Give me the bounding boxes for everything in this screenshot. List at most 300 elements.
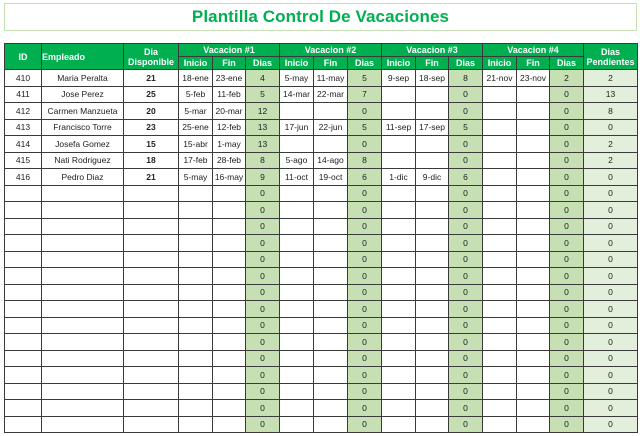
cell-dias-pendientes[interactable]: 0 bbox=[584, 317, 638, 334]
cell-dias-1[interactable]: 0 bbox=[246, 268, 280, 285]
cell-dias-2[interactable]: 7 bbox=[348, 86, 382, 103]
cell-dias-2[interactable]: 0 bbox=[348, 350, 382, 367]
cell-dias-1[interactable]: 12 bbox=[246, 103, 280, 120]
cell-inicio-2[interactable] bbox=[280, 334, 314, 351]
cell-inicio-3[interactable] bbox=[382, 268, 416, 285]
cell-inicio-4[interactable] bbox=[483, 251, 517, 268]
cell-empleado[interactable] bbox=[42, 235, 124, 252]
cell-inicio-2[interactable] bbox=[280, 400, 314, 417]
cell-fin-1[interactable] bbox=[213, 383, 246, 400]
cell-dias-pendientes[interactable]: 0 bbox=[584, 235, 638, 252]
cell-dia-disponible[interactable] bbox=[124, 334, 179, 351]
cell-inicio-4[interactable]: 21-nov bbox=[483, 70, 517, 87]
cell-inicio-4[interactable] bbox=[483, 334, 517, 351]
cell-dias-1[interactable]: 9 bbox=[246, 169, 280, 186]
cell-inicio-3[interactable] bbox=[382, 185, 416, 202]
cell-dia-disponible[interactable] bbox=[124, 400, 179, 417]
cell-dias-2[interactable]: 0 bbox=[348, 317, 382, 334]
cell-fin-2[interactable] bbox=[314, 400, 348, 417]
cell-dias-2[interactable]: 0 bbox=[348, 251, 382, 268]
cell-fin-4[interactable] bbox=[517, 103, 550, 120]
cell-inicio-2[interactable] bbox=[280, 301, 314, 318]
cell-dias-1[interactable]: 0 bbox=[246, 350, 280, 367]
cell-fin-3[interactable] bbox=[416, 235, 449, 252]
cell-dias-2[interactable]: 0 bbox=[348, 268, 382, 285]
cell-fin-4[interactable]: 23-nov bbox=[517, 70, 550, 87]
cell-fin-2[interactable]: 11-may bbox=[314, 70, 348, 87]
cell-inicio-2[interactable] bbox=[280, 235, 314, 252]
cell-dias-4[interactable]: 0 bbox=[550, 185, 584, 202]
cell-fin-4[interactable] bbox=[517, 268, 550, 285]
cell-inicio-4[interactable] bbox=[483, 185, 517, 202]
cell-fin-4[interactable] bbox=[517, 218, 550, 235]
cell-fin-2[interactable] bbox=[314, 301, 348, 318]
cell-dias-1[interactable]: 5 bbox=[246, 86, 280, 103]
cell-inicio-3[interactable] bbox=[382, 383, 416, 400]
cell-inicio-4[interactable] bbox=[483, 416, 517, 433]
cell-inicio-4[interactable] bbox=[483, 218, 517, 235]
cell-dia-disponible[interactable] bbox=[124, 350, 179, 367]
cell-id[interactable] bbox=[5, 350, 42, 367]
cell-dias-4[interactable]: 0 bbox=[550, 350, 584, 367]
cell-dias-3[interactable]: 0 bbox=[449, 383, 483, 400]
cell-dias-3[interactable]: 6 bbox=[449, 169, 483, 186]
cell-dias-4[interactable]: 0 bbox=[550, 383, 584, 400]
cell-inicio-4[interactable] bbox=[483, 284, 517, 301]
cell-inicio-1[interactable]: 5-may bbox=[179, 169, 213, 186]
cell-dia-disponible[interactable] bbox=[124, 235, 179, 252]
cell-inicio-1[interactable] bbox=[179, 218, 213, 235]
cell-empleado[interactable] bbox=[42, 268, 124, 285]
cell-dias-1[interactable]: 0 bbox=[246, 416, 280, 433]
cell-dias-1[interactable]: 0 bbox=[246, 400, 280, 417]
cell-id[interactable] bbox=[5, 251, 42, 268]
cell-empleado[interactable]: Josefa Gomez bbox=[42, 136, 124, 153]
cell-fin-2[interactable] bbox=[314, 185, 348, 202]
cell-id[interactable]: 413 bbox=[5, 119, 42, 136]
cell-dias-2[interactable]: 0 bbox=[348, 416, 382, 433]
cell-fin-3[interactable] bbox=[416, 301, 449, 318]
cell-dias-1[interactable]: 0 bbox=[246, 367, 280, 384]
cell-fin-1[interactable] bbox=[213, 284, 246, 301]
cell-dias-2[interactable]: 0 bbox=[348, 284, 382, 301]
cell-dias-2[interactable]: 0 bbox=[348, 218, 382, 235]
cell-dias-3[interactable]: 0 bbox=[449, 284, 483, 301]
cell-inicio-1[interactable] bbox=[179, 416, 213, 433]
cell-empleado[interactable]: Jose Perez bbox=[42, 86, 124, 103]
cell-fin-4[interactable] bbox=[517, 317, 550, 334]
cell-fin-1[interactable]: 12-feb bbox=[213, 119, 246, 136]
cell-fin-3[interactable] bbox=[416, 350, 449, 367]
cell-dias-1[interactable]: 0 bbox=[246, 202, 280, 219]
cell-dias-4[interactable]: 0 bbox=[550, 367, 584, 384]
cell-inicio-2[interactable] bbox=[280, 416, 314, 433]
cell-dias-pendientes[interactable]: 0 bbox=[584, 367, 638, 384]
cell-empleado[interactable] bbox=[42, 301, 124, 318]
cell-inicio-1[interactable]: 5-feb bbox=[179, 86, 213, 103]
cell-inicio-3[interactable] bbox=[382, 334, 416, 351]
cell-inicio-4[interactable] bbox=[483, 103, 517, 120]
cell-dias-4[interactable]: 0 bbox=[550, 169, 584, 186]
cell-inicio-4[interactable] bbox=[483, 169, 517, 186]
cell-dias-2[interactable]: 0 bbox=[348, 136, 382, 153]
cell-dia-disponible[interactable] bbox=[124, 317, 179, 334]
cell-empleado[interactable]: Carmen Manzueta bbox=[42, 103, 124, 120]
cell-inicio-1[interactable] bbox=[179, 350, 213, 367]
cell-dias-4[interactable]: 0 bbox=[550, 400, 584, 417]
cell-dias-pendientes[interactable]: 0 bbox=[584, 251, 638, 268]
cell-fin-2[interactable] bbox=[314, 317, 348, 334]
cell-dia-disponible[interactable] bbox=[124, 383, 179, 400]
cell-dias-pendientes[interactable]: 0 bbox=[584, 218, 638, 235]
cell-inicio-1[interactable] bbox=[179, 284, 213, 301]
cell-id[interactable] bbox=[5, 301, 42, 318]
cell-inicio-4[interactable] bbox=[483, 86, 517, 103]
cell-dias-2[interactable]: 0 bbox=[348, 185, 382, 202]
cell-inicio-3[interactable] bbox=[382, 136, 416, 153]
cell-inicio-1[interactable]: 18-ene bbox=[179, 70, 213, 87]
cell-dias-2[interactable]: 0 bbox=[348, 383, 382, 400]
cell-fin-4[interactable] bbox=[517, 251, 550, 268]
cell-dias-1[interactable]: 8 bbox=[246, 152, 280, 169]
cell-dias-pendientes[interactable]: 8 bbox=[584, 103, 638, 120]
cell-dias-2[interactable]: 0 bbox=[348, 235, 382, 252]
cell-inicio-4[interactable] bbox=[483, 301, 517, 318]
cell-dias-2[interactable]: 0 bbox=[348, 334, 382, 351]
cell-fin-1[interactable]: 1-may bbox=[213, 136, 246, 153]
cell-inicio-3[interactable] bbox=[382, 103, 416, 120]
cell-inicio-1[interactable] bbox=[179, 202, 213, 219]
cell-fin-3[interactable] bbox=[416, 86, 449, 103]
cell-fin-4[interactable] bbox=[517, 152, 550, 169]
cell-inicio-2[interactable] bbox=[280, 284, 314, 301]
cell-id[interactable] bbox=[5, 268, 42, 285]
cell-dias-3[interactable]: 0 bbox=[449, 136, 483, 153]
cell-empleado[interactable] bbox=[42, 317, 124, 334]
cell-dia-disponible[interactable]: 23 bbox=[124, 119, 179, 136]
cell-fin-1[interactable] bbox=[213, 400, 246, 417]
cell-dias-3[interactable]: 0 bbox=[449, 350, 483, 367]
cell-inicio-4[interactable] bbox=[483, 400, 517, 417]
cell-id[interactable]: 410 bbox=[5, 70, 42, 87]
cell-inicio-3[interactable] bbox=[382, 400, 416, 417]
cell-inicio-4[interactable] bbox=[483, 383, 517, 400]
cell-fin-4[interactable] bbox=[517, 400, 550, 417]
cell-fin-2[interactable] bbox=[314, 334, 348, 351]
cell-dias-1[interactable]: 0 bbox=[246, 334, 280, 351]
cell-id[interactable] bbox=[5, 284, 42, 301]
cell-inicio-1[interactable] bbox=[179, 367, 213, 384]
cell-dias-1[interactable]: 13 bbox=[246, 119, 280, 136]
cell-fin-3[interactable] bbox=[416, 268, 449, 285]
cell-dias-2[interactable]: 8 bbox=[348, 152, 382, 169]
cell-fin-4[interactable] bbox=[517, 169, 550, 186]
cell-fin-4[interactable] bbox=[517, 334, 550, 351]
cell-fin-3[interactable] bbox=[416, 367, 449, 384]
cell-id[interactable]: 415 bbox=[5, 152, 42, 169]
cell-dias-3[interactable]: 0 bbox=[449, 301, 483, 318]
cell-fin-3[interactable] bbox=[416, 416, 449, 433]
cell-inicio-3[interactable]: 11-sep bbox=[382, 119, 416, 136]
cell-dias-3[interactable]: 0 bbox=[449, 268, 483, 285]
cell-dias-4[interactable]: 0 bbox=[550, 268, 584, 285]
cell-inicio-3[interactable] bbox=[382, 284, 416, 301]
cell-dias-pendientes[interactable]: 2 bbox=[584, 70, 638, 87]
cell-inicio-4[interactable] bbox=[483, 152, 517, 169]
cell-empleado[interactable] bbox=[42, 334, 124, 351]
cell-empleado[interactable] bbox=[42, 284, 124, 301]
cell-dias-4[interactable]: 0 bbox=[550, 416, 584, 433]
cell-inicio-4[interactable] bbox=[483, 202, 517, 219]
cell-dias-4[interactable]: 0 bbox=[550, 334, 584, 351]
cell-dias-1[interactable]: 0 bbox=[246, 284, 280, 301]
cell-fin-3[interactable] bbox=[416, 152, 449, 169]
cell-dia-disponible[interactable] bbox=[124, 268, 179, 285]
cell-inicio-4[interactable] bbox=[483, 350, 517, 367]
cell-dias-3[interactable]: 0 bbox=[449, 317, 483, 334]
cell-id[interactable] bbox=[5, 383, 42, 400]
cell-dias-3[interactable]: 0 bbox=[449, 400, 483, 417]
cell-empleado[interactable] bbox=[42, 185, 124, 202]
cell-dias-3[interactable]: 5 bbox=[449, 119, 483, 136]
cell-inicio-2[interactable]: 14-mar bbox=[280, 86, 314, 103]
cell-fin-2[interactable] bbox=[314, 268, 348, 285]
cell-fin-2[interactable] bbox=[314, 202, 348, 219]
cell-dias-2[interactable]: 0 bbox=[348, 103, 382, 120]
cell-empleado[interactable] bbox=[42, 383, 124, 400]
cell-inicio-1[interactable] bbox=[179, 251, 213, 268]
cell-fin-1[interactable] bbox=[213, 350, 246, 367]
cell-empleado[interactable]: Francisco Torre bbox=[42, 119, 124, 136]
cell-fin-1[interactable]: 28-feb bbox=[213, 152, 246, 169]
cell-id[interactable]: 411 bbox=[5, 86, 42, 103]
cell-dias-pendientes[interactable]: 13 bbox=[584, 86, 638, 103]
cell-dias-4[interactable]: 0 bbox=[550, 202, 584, 219]
cell-fin-3[interactable] bbox=[416, 317, 449, 334]
cell-dias-3[interactable]: 0 bbox=[449, 152, 483, 169]
cell-empleado[interactable] bbox=[42, 202, 124, 219]
cell-fin-4[interactable] bbox=[517, 350, 550, 367]
cell-inicio-1[interactable] bbox=[179, 334, 213, 351]
cell-inicio-1[interactable] bbox=[179, 185, 213, 202]
cell-fin-1[interactable] bbox=[213, 218, 246, 235]
cell-dias-pendientes[interactable]: 2 bbox=[584, 152, 638, 169]
cell-fin-1[interactable] bbox=[213, 185, 246, 202]
cell-inicio-1[interactable]: 25-ene bbox=[179, 119, 213, 136]
cell-inicio-2[interactable] bbox=[280, 268, 314, 285]
cell-id[interactable] bbox=[5, 235, 42, 252]
cell-inicio-3[interactable] bbox=[382, 367, 416, 384]
cell-id[interactable] bbox=[5, 202, 42, 219]
cell-inicio-2[interactable]: 11-oct bbox=[280, 169, 314, 186]
cell-dias-pendientes[interactable]: 0 bbox=[584, 416, 638, 433]
cell-inicio-2[interactable] bbox=[280, 103, 314, 120]
cell-dias-4[interactable]: 0 bbox=[550, 284, 584, 301]
cell-fin-4[interactable] bbox=[517, 86, 550, 103]
cell-dias-pendientes[interactable]: 0 bbox=[584, 202, 638, 219]
cell-dia-disponible[interactable] bbox=[124, 202, 179, 219]
cell-fin-3[interactable] bbox=[416, 284, 449, 301]
cell-empleado[interactable]: Nati Rodriguez bbox=[42, 152, 124, 169]
cell-inicio-1[interactable] bbox=[179, 268, 213, 285]
cell-dias-pendientes[interactable]: 0 bbox=[584, 119, 638, 136]
cell-fin-1[interactable] bbox=[213, 251, 246, 268]
cell-dias-4[interactable]: 0 bbox=[550, 218, 584, 235]
cell-fin-2[interactable] bbox=[314, 383, 348, 400]
cell-empleado[interactable]: Pedro Diaz bbox=[42, 169, 124, 186]
cell-inicio-2[interactable] bbox=[280, 185, 314, 202]
cell-dias-3[interactable]: 8 bbox=[449, 70, 483, 87]
cell-id[interactable]: 412 bbox=[5, 103, 42, 120]
cell-dia-disponible[interactable]: 15 bbox=[124, 136, 179, 153]
cell-inicio-4[interactable] bbox=[483, 367, 517, 384]
cell-dias-2[interactable]: 0 bbox=[348, 367, 382, 384]
cell-fin-2[interactable] bbox=[314, 136, 348, 153]
cell-fin-4[interactable] bbox=[517, 416, 550, 433]
cell-inicio-4[interactable] bbox=[483, 268, 517, 285]
cell-fin-3[interactable] bbox=[416, 136, 449, 153]
cell-empleado[interactable] bbox=[42, 416, 124, 433]
cell-dias-1[interactable]: 0 bbox=[246, 317, 280, 334]
cell-fin-3[interactable]: 17-sep bbox=[416, 119, 449, 136]
cell-inicio-3[interactable] bbox=[382, 416, 416, 433]
cell-empleado[interactable] bbox=[42, 218, 124, 235]
cell-fin-2[interactable] bbox=[314, 251, 348, 268]
cell-dias-1[interactable]: 0 bbox=[246, 301, 280, 318]
cell-fin-1[interactable] bbox=[213, 235, 246, 252]
cell-fin-1[interactable] bbox=[213, 317, 246, 334]
cell-empleado[interactable] bbox=[42, 251, 124, 268]
cell-dia-disponible[interactable]: 21 bbox=[124, 169, 179, 186]
cell-dias-3[interactable]: 0 bbox=[449, 235, 483, 252]
cell-inicio-4[interactable] bbox=[483, 136, 517, 153]
cell-dias-3[interactable]: 0 bbox=[449, 416, 483, 433]
cell-dia-disponible[interactable]: 18 bbox=[124, 152, 179, 169]
cell-fin-1[interactable]: 11-feb bbox=[213, 86, 246, 103]
cell-dias-pendientes[interactable]: 0 bbox=[584, 383, 638, 400]
cell-inicio-2[interactable] bbox=[280, 367, 314, 384]
cell-fin-3[interactable] bbox=[416, 218, 449, 235]
cell-dias-4[interactable]: 0 bbox=[550, 301, 584, 318]
cell-dia-disponible[interactable] bbox=[124, 251, 179, 268]
cell-dias-pendientes[interactable]: 0 bbox=[584, 268, 638, 285]
cell-dias-4[interactable]: 0 bbox=[550, 136, 584, 153]
cell-dias-4[interactable]: 2 bbox=[550, 70, 584, 87]
cell-dias-2[interactable]: 0 bbox=[348, 400, 382, 417]
cell-fin-2[interactable]: 19-oct bbox=[314, 169, 348, 186]
cell-inicio-1[interactable]: 5-mar bbox=[179, 103, 213, 120]
cell-inicio-3[interactable]: 9-sep bbox=[382, 70, 416, 87]
cell-fin-3[interactable] bbox=[416, 334, 449, 351]
cell-dias-4[interactable]: 0 bbox=[550, 119, 584, 136]
cell-dia-disponible[interactable] bbox=[124, 185, 179, 202]
cell-dias-4[interactable]: 0 bbox=[550, 235, 584, 252]
cell-dias-3[interactable]: 0 bbox=[449, 185, 483, 202]
cell-id[interactable] bbox=[5, 416, 42, 433]
cell-inicio-2[interactable] bbox=[280, 350, 314, 367]
cell-dias-2[interactable]: 5 bbox=[348, 70, 382, 87]
cell-dias-2[interactable]: 0 bbox=[348, 202, 382, 219]
cell-fin-1[interactable] bbox=[213, 334, 246, 351]
cell-fin-4[interactable] bbox=[517, 185, 550, 202]
cell-id[interactable] bbox=[5, 218, 42, 235]
cell-fin-3[interactable] bbox=[416, 103, 449, 120]
cell-dias-1[interactable]: 0 bbox=[246, 383, 280, 400]
cell-dias-1[interactable]: 0 bbox=[246, 218, 280, 235]
cell-fin-3[interactable]: 9-dic bbox=[416, 169, 449, 186]
cell-fin-1[interactable]: 16-may bbox=[213, 169, 246, 186]
cell-fin-4[interactable] bbox=[517, 383, 550, 400]
cell-inicio-3[interactable] bbox=[382, 301, 416, 318]
cell-id[interactable]: 416 bbox=[5, 169, 42, 186]
cell-inicio-3[interactable] bbox=[382, 152, 416, 169]
cell-dias-pendientes[interactable]: 0 bbox=[584, 301, 638, 318]
cell-fin-3[interactable]: 18-sep bbox=[416, 70, 449, 87]
cell-dias-2[interactable]: 6 bbox=[348, 169, 382, 186]
cell-id[interactable] bbox=[5, 185, 42, 202]
cell-fin-1[interactable] bbox=[213, 416, 246, 433]
cell-inicio-2[interactable] bbox=[280, 317, 314, 334]
cell-dias-4[interactable]: 0 bbox=[550, 251, 584, 268]
cell-dias-1[interactable]: 4 bbox=[246, 70, 280, 87]
cell-fin-2[interactable]: 14-ago bbox=[314, 152, 348, 169]
cell-fin-3[interactable] bbox=[416, 251, 449, 268]
cell-dias-2[interactable]: 5 bbox=[348, 119, 382, 136]
cell-fin-2[interactable] bbox=[314, 103, 348, 120]
cell-inicio-3[interactable] bbox=[382, 235, 416, 252]
cell-dias-pendientes[interactable]: 0 bbox=[584, 169, 638, 186]
cell-fin-2[interactable] bbox=[314, 416, 348, 433]
cell-inicio-4[interactable] bbox=[483, 119, 517, 136]
cell-id[interactable] bbox=[5, 334, 42, 351]
cell-empleado[interactable] bbox=[42, 350, 124, 367]
cell-inicio-1[interactable] bbox=[179, 301, 213, 318]
cell-fin-2[interactable] bbox=[314, 350, 348, 367]
cell-dia-disponible[interactable] bbox=[124, 284, 179, 301]
cell-dias-1[interactable]: 0 bbox=[246, 251, 280, 268]
cell-inicio-1[interactable]: 17-feb bbox=[179, 152, 213, 169]
cell-fin-1[interactable] bbox=[213, 268, 246, 285]
cell-dia-disponible[interactable]: 20 bbox=[124, 103, 179, 120]
cell-dia-disponible[interactable] bbox=[124, 367, 179, 384]
cell-inicio-2[interactable] bbox=[280, 218, 314, 235]
cell-dias-pendientes[interactable]: 0 bbox=[584, 185, 638, 202]
cell-inicio-3[interactable] bbox=[382, 317, 416, 334]
cell-inicio-3[interactable] bbox=[382, 86, 416, 103]
cell-dia-disponible[interactable] bbox=[124, 416, 179, 433]
cell-inicio-3[interactable] bbox=[382, 251, 416, 268]
cell-fin-3[interactable] bbox=[416, 185, 449, 202]
cell-inicio-1[interactable] bbox=[179, 400, 213, 417]
cell-dia-disponible[interactable] bbox=[124, 218, 179, 235]
cell-inicio-4[interactable] bbox=[483, 317, 517, 334]
cell-inicio-3[interactable] bbox=[382, 202, 416, 219]
cell-fin-2[interactable]: 22-mar bbox=[314, 86, 348, 103]
cell-fin-2[interactable] bbox=[314, 235, 348, 252]
cell-dia-disponible[interactable]: 21 bbox=[124, 70, 179, 87]
cell-fin-2[interactable]: 22-jun bbox=[314, 119, 348, 136]
cell-empleado[interactable] bbox=[42, 367, 124, 384]
cell-inicio-1[interactable] bbox=[179, 317, 213, 334]
cell-dia-disponible[interactable] bbox=[124, 301, 179, 318]
cell-dia-disponible[interactable]: 25 bbox=[124, 86, 179, 103]
cell-inicio-2[interactable]: 5-may bbox=[280, 70, 314, 87]
cell-fin-3[interactable] bbox=[416, 400, 449, 417]
cell-dias-3[interactable]: 0 bbox=[449, 334, 483, 351]
cell-fin-4[interactable] bbox=[517, 119, 550, 136]
cell-id[interactable] bbox=[5, 400, 42, 417]
cell-inicio-3[interactable] bbox=[382, 218, 416, 235]
